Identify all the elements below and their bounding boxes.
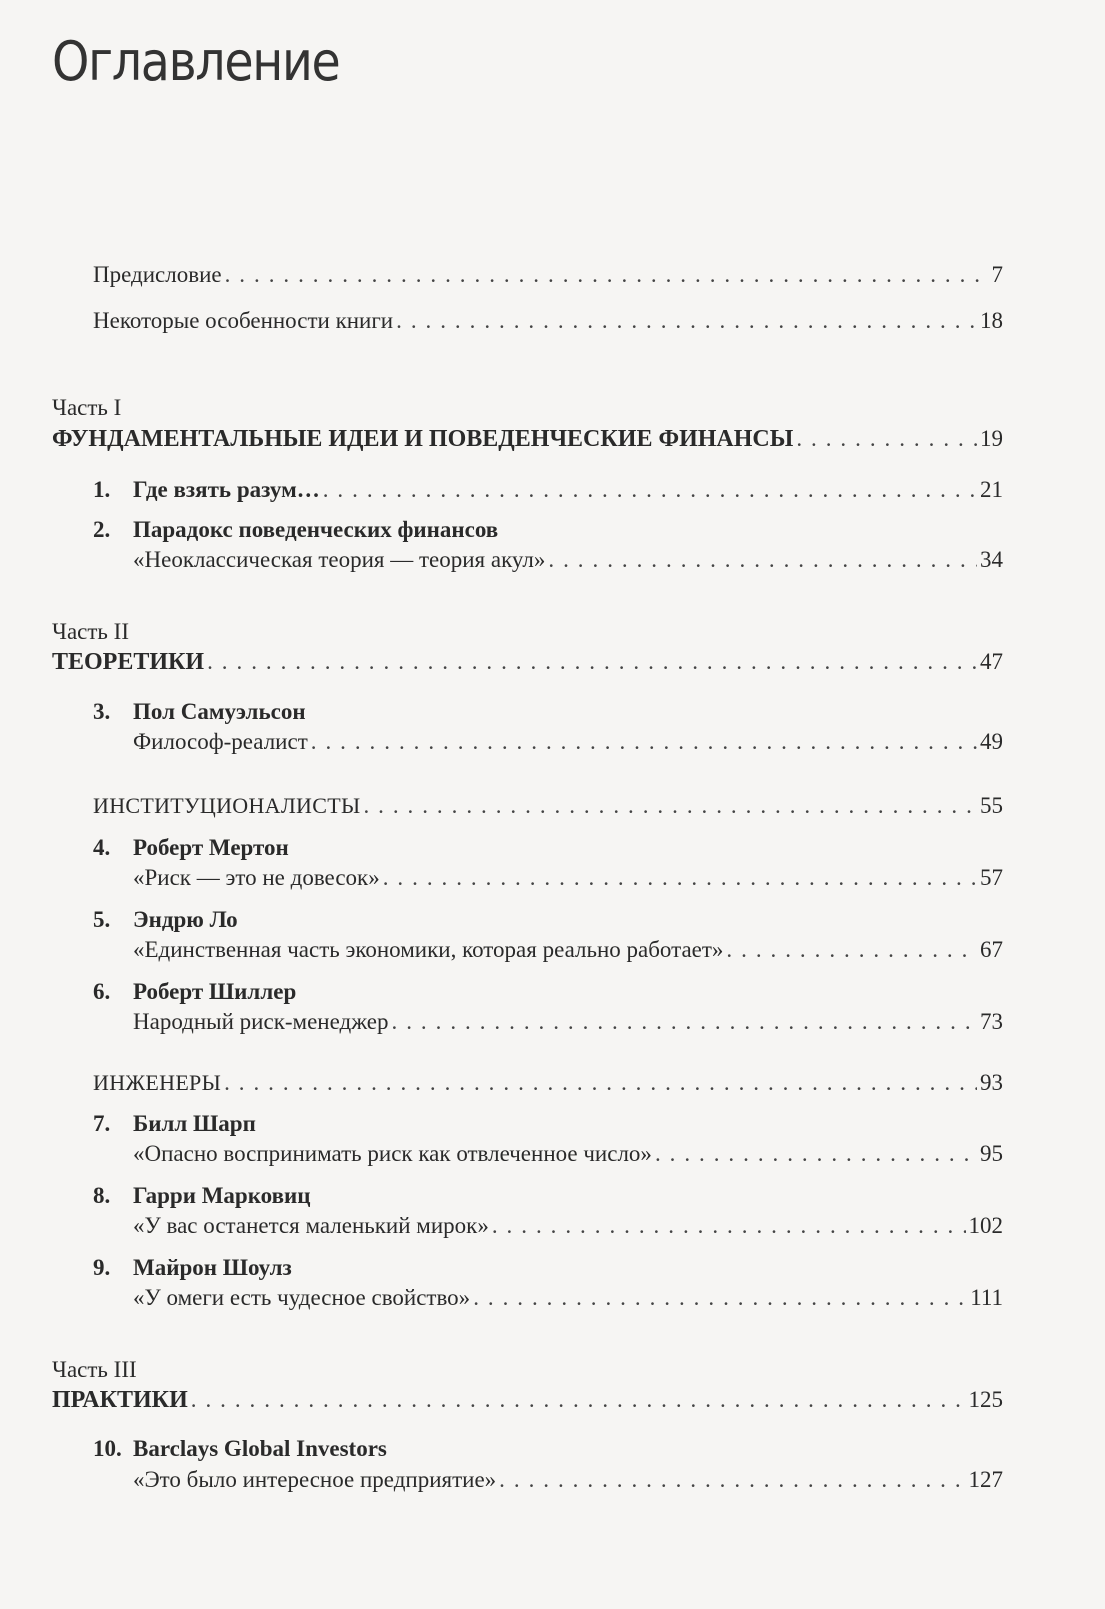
toc-page-number: 102: [968, 1213, 1003, 1238]
part-label: Часть I: [52, 395, 122, 420]
dot-leader: [207, 647, 977, 677]
chapter-title: Barclays Global Investors: [133, 1436, 387, 1461]
toc-entry-chapter-6[interactable]: [93, 977, 296, 1007]
toc-entry-chapter-5-sub[interactable]: [133, 935, 1003, 965]
part-heading: ПРАКТИКИ: [52, 1387, 188, 1413]
chapter-title: Где взять разум…: [133, 477, 320, 502]
toc-entry-chapter-7-sub[interactable]: [133, 1139, 1003, 1169]
toc-page-number: 95: [980, 1141, 1003, 1166]
toc-page-number: 18: [980, 308, 1003, 333]
dot-leader: [191, 1385, 966, 1415]
chapter-number: 10.: [93, 1436, 122, 1461]
dot-leader: [655, 1139, 977, 1169]
chapter-subtitle: «Опасно воспринимать риск как отвлеченное число»: [133, 1141, 652, 1166]
dot-leader: [396, 306, 977, 336]
page-title: Оглавление: [52, 30, 340, 93]
chapter-number: 5.: [93, 907, 111, 932]
toc-entry-chapter-10-sub[interactable]: [133, 1465, 1003, 1495]
toc-entry-chapter-3[interactable]: [93, 697, 306, 727]
part-heading: ТЕОРЕТИКИ: [52, 649, 205, 675]
part-label: Часть II: [52, 619, 129, 644]
chapter-title: Майрон Шоулз: [133, 1255, 292, 1280]
toc-entry-chapter-1[interactable]: [93, 475, 1003, 505]
toc-page-number: 7: [991, 262, 1003, 287]
toc-entry-title: Предисловие: [93, 262, 222, 287]
toc-page-number: 127: [968, 1467, 1003, 1492]
chapter-subtitle: Философ-реалист: [133, 729, 308, 754]
toc-entry-chapter-10[interactable]: [93, 1434, 387, 1464]
dot-leader: [311, 727, 977, 757]
toc-entry-chapter-2-sub[interactable]: [133, 545, 1003, 575]
dot-leader: [225, 260, 989, 290]
chapter-subtitle: Народный риск-менеджер: [133, 1009, 389, 1034]
dot-leader: [323, 475, 977, 505]
toc-page-number: 19: [980, 426, 1003, 451]
toc-entry-part1[interactable]: [52, 424, 1003, 454]
toc-entry-chapter-5[interactable]: [93, 905, 238, 935]
toc-page-number: 73: [980, 1009, 1003, 1034]
chapter-number: 2.: [93, 517, 111, 542]
section-heading: ИНСТИТУЦИОНАЛИСТЫ: [93, 793, 361, 818]
toc-entry-chapter-3-sub[interactable]: [133, 727, 1003, 757]
dot-leader: [548, 545, 977, 575]
toc-entry-chapter-9-sub[interactable]: [133, 1283, 1003, 1313]
toc-entry-chapter-4[interactable]: [93, 833, 289, 863]
toc-entry-chapter-7[interactable]: [93, 1109, 256, 1139]
chapter-title: Билл Шарп: [133, 1111, 256, 1136]
toc-page-number: 21: [980, 477, 1003, 502]
toc-page-number: 125: [968, 1387, 1003, 1412]
dot-leader: [796, 424, 977, 454]
toc-entry-chapter-8[interactable]: [93, 1181, 311, 1211]
chapter-number: 9.: [93, 1255, 111, 1280]
chapter-number: 8.: [93, 1183, 111, 1208]
chapter-number: 4.: [93, 835, 111, 860]
chapter-subtitle: «Это было интересное предприятие»: [133, 1467, 497, 1492]
toc-page-number: 67: [980, 937, 1003, 962]
chapter-subtitle: «Неоклассическая теория — теория акул»: [133, 547, 546, 572]
dot-leader: [499, 1465, 965, 1495]
chapter-subtitle: «Единственная часть экономики, которая реально работает»: [133, 937, 724, 962]
toc-page-number: 47: [980, 649, 1003, 674]
part-heading: ФУНДАМЕНТАЛЬНЫЕ ИДЕИ И ПОВЕДЕНЧЕСКИЕ ФИНАНСЫ: [52, 426, 794, 452]
part-label: Часть III: [52, 1357, 137, 1382]
toc-entry-chapter-8-sub[interactable]: [133, 1211, 1003, 1241]
toc-page-number: 93: [980, 1070, 1003, 1095]
toc-page-number: 55: [980, 793, 1003, 818]
toc-page-number: 34: [980, 547, 1003, 572]
chapter-subtitle: «Риск — это не довесок»: [133, 865, 380, 890]
dot-leader: [383, 863, 977, 893]
toc-entry-chapter-2[interactable]: [93, 515, 498, 545]
chapter-number: 3.: [93, 699, 111, 724]
section-heading: ИНЖЕНЕРЫ: [93, 1070, 222, 1095]
chapter-title: Парадокс поведенческих финансов: [133, 517, 499, 542]
chapter-number: 1.: [93, 477, 111, 502]
chapter-title: Эндрю Ло: [133, 907, 238, 932]
toc-entry-part3[interactable]: [52, 1385, 1003, 1415]
chapter-number: 6.: [93, 979, 111, 1004]
dot-leader: [473, 1283, 967, 1313]
toc-entry-title: Некоторые особенности книги: [93, 308, 394, 333]
chapter-title: Пол Самуэльсон: [133, 699, 306, 724]
chapter-title: Гарри Марковиц: [133, 1183, 311, 1208]
chapter-title: Роберт Мертон: [133, 835, 289, 860]
toc-entry-institutionalists[interactable]: [93, 791, 1003, 821]
toc-entry-part2[interactable]: [52, 647, 1003, 677]
toc-page-number: 111: [970, 1285, 1003, 1310]
dot-leader: [392, 1007, 977, 1037]
dot-leader: [363, 791, 977, 821]
toc-entry-engineers[interactable]: [93, 1068, 1003, 1098]
chapter-subtitle: «У вас останется маленький мирок»: [133, 1213, 489, 1238]
chapter-subtitle: «У омеги есть чудесное свойство»: [133, 1285, 471, 1310]
dot-leader: [224, 1068, 977, 1098]
toc-entry-chapter-6-sub[interactable]: [133, 1007, 1003, 1037]
toc-entry-preface[interactable]: [93, 260, 1003, 290]
dot-leader: [726, 935, 977, 965]
dot-leader: [492, 1211, 966, 1241]
toc-entry-chapter-9[interactable]: [93, 1253, 292, 1283]
chapter-title: Роберт Шиллер: [133, 979, 297, 1004]
toc-entry-chapter-4-sub[interactable]: [133, 863, 1003, 893]
toc-page-number: 49: [980, 729, 1003, 754]
toc-page-number: 57: [980, 865, 1003, 890]
chapter-number: 7.: [93, 1111, 111, 1136]
toc-entry-features[interactable]: [93, 306, 1003, 336]
